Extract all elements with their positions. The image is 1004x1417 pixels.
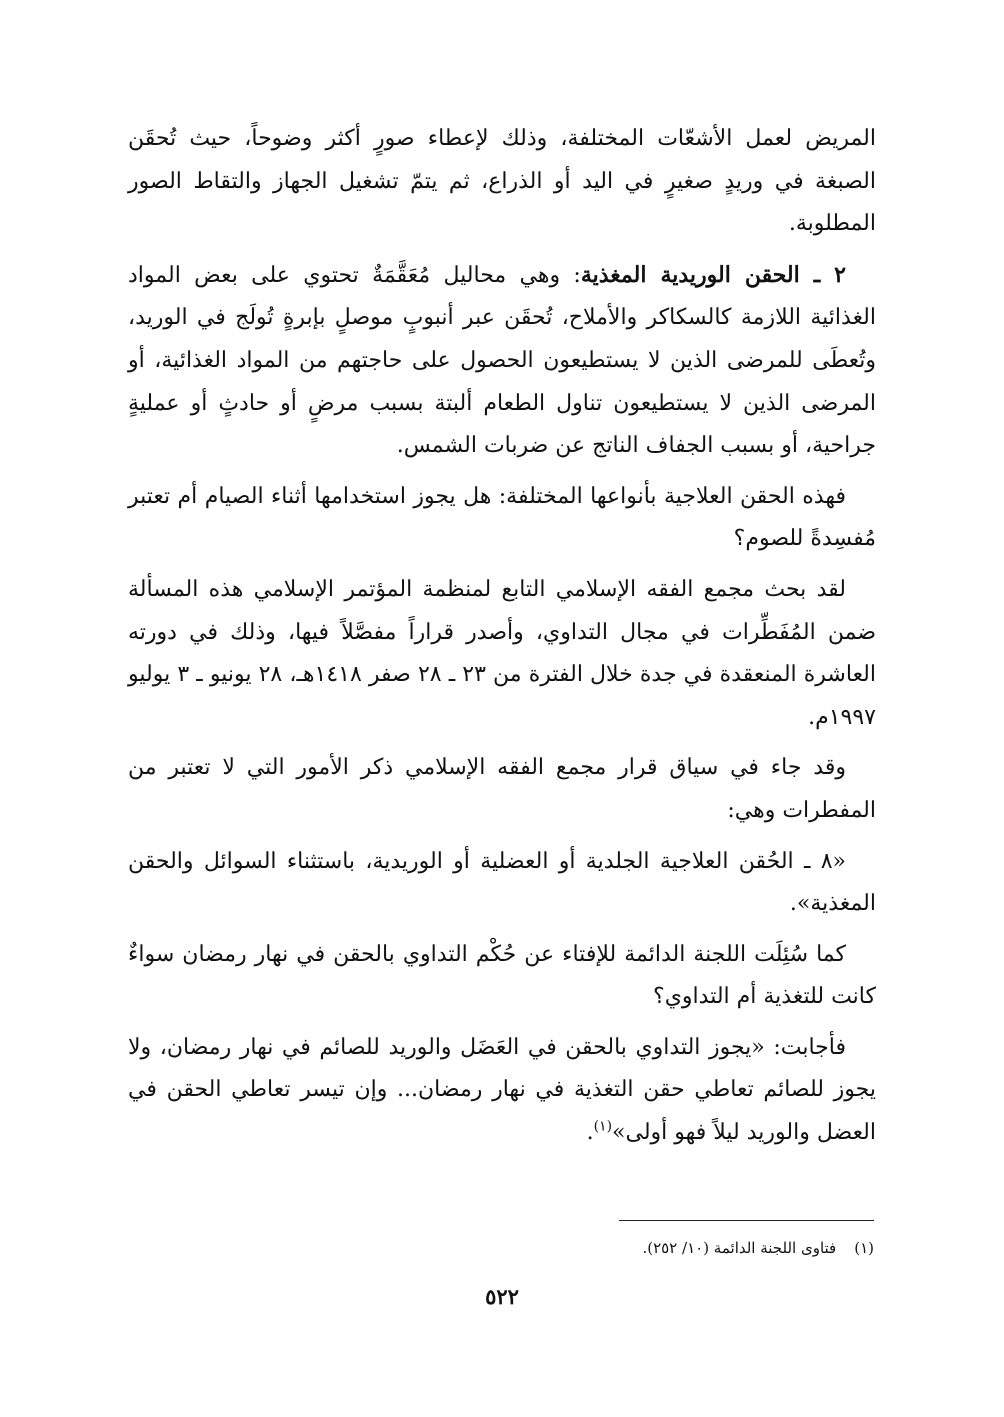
paragraph-3: فهذه الحقن العلاجية بأنواعها المختلفة: هل يجوز استخدامها أثناء الصيام أم تعتبر مُفسِدةً للصوم؟ — [128, 483, 876, 552]
footnote-divider — [619, 1220, 874, 1221]
paragraph-4: لقد بحث مجمع الفقه الإسلامي التابع لمنظمة المؤتمر الإسلامي هذه المسألة ضمن المُفَطِّرات في مجال التداوي، وأصدر قراراً مفصَّلاً فيها، وذلك في دورته العاشرة المنعقدة في جدة خلال الفترة من ٢٣ ـ ٢٨ صفر ١٤١٨هـ، ٢٨ يونيو ـ ٣ يوليو ١٩٩٧م. — [128, 576, 876, 730]
section-heading-iv-nutrition: ٢ ـ الحقن الوريدية المغذية — [580, 261, 846, 288]
footnote-number: (١) — [854, 1239, 874, 1257]
paragraph-8-end: . — [586, 1120, 594, 1146]
paragraph-6-quote: «٨ ـ الحُقن العلاجية الجلدية أو العضلية أو الوريدية، باستثناء السوائل والحقن المغذية». — [128, 848, 876, 917]
paragraph-1: المريض لعمل الأشعّات المختلفة، وذلك لإعطاء صورٍ أكثر وضوحاً، حيث تُحقَن الصبغة في وريدٍ صغيرٍ في اليد أو الذراع، ثم يتمّ تشغيل الجهاز والتقاط الصور المطلوبة. — [128, 126, 876, 237]
footnote-text: فتاوى اللجنة الدائمة (١٠/ ٢٥٢). — [642, 1239, 837, 1257]
main-text — [128, 118, 876, 1163]
paragraph-8 — [128, 1027, 876, 1155]
paragraph-2 — [128, 254, 876, 468]
paragraph-5: وقد جاء في سياق قرار مجمع الفقه الإسلامي ذكر الأمور التي لا تعتبر من المفطرات وهي: — [128, 755, 876, 823]
footnote-reference[interactable]: (١) — [593, 1118, 613, 1135]
paragraph-8-body: فأجابت: «يجوز التداوي بالحقن في العَضَل والوريد للصائم في نهار رمضان، ولا يجوز للصائم تعاطي حقن التغذية في نهار رمضان... وإن تيسر تعاطي الحقن في العضل والوريد ليلاً فهو أولى» — [128, 1034, 876, 1146]
page-number: ٥٢٢ — [485, 1284, 519, 1309]
paragraph-2-body: : وهي محاليل مُعَقَّمَةٌ تحتوي على بعض المواد الغذائية اللازمة كالسكاكر والأملاح، تُحقَن عبر أنبوبٍ موصلٍ بإبرةٍ تُولَج في الوريد، وتُعطَى للمرضى الذين لا يستطيعون الحصول على حاجتهم من المواد الغذائية، أو المرضى الذين لا يستطيعون تناول الطعام ألبتة بسبب مرضٍ أو حادثٍ أو عمليةٍ جراحية، أو بسبب الجفاف الناتج عن ضربات الشمس. — [128, 262, 876, 459]
paragraph-7: كما سُئِلَت اللجنة الدائمة للإفتاء عن حُكْم التداوي بالحقن في نهار رمضان سواءٌ كانت للتغذية أم التداوي؟ — [128, 941, 876, 1010]
footnote — [130, 1236, 874, 1260]
